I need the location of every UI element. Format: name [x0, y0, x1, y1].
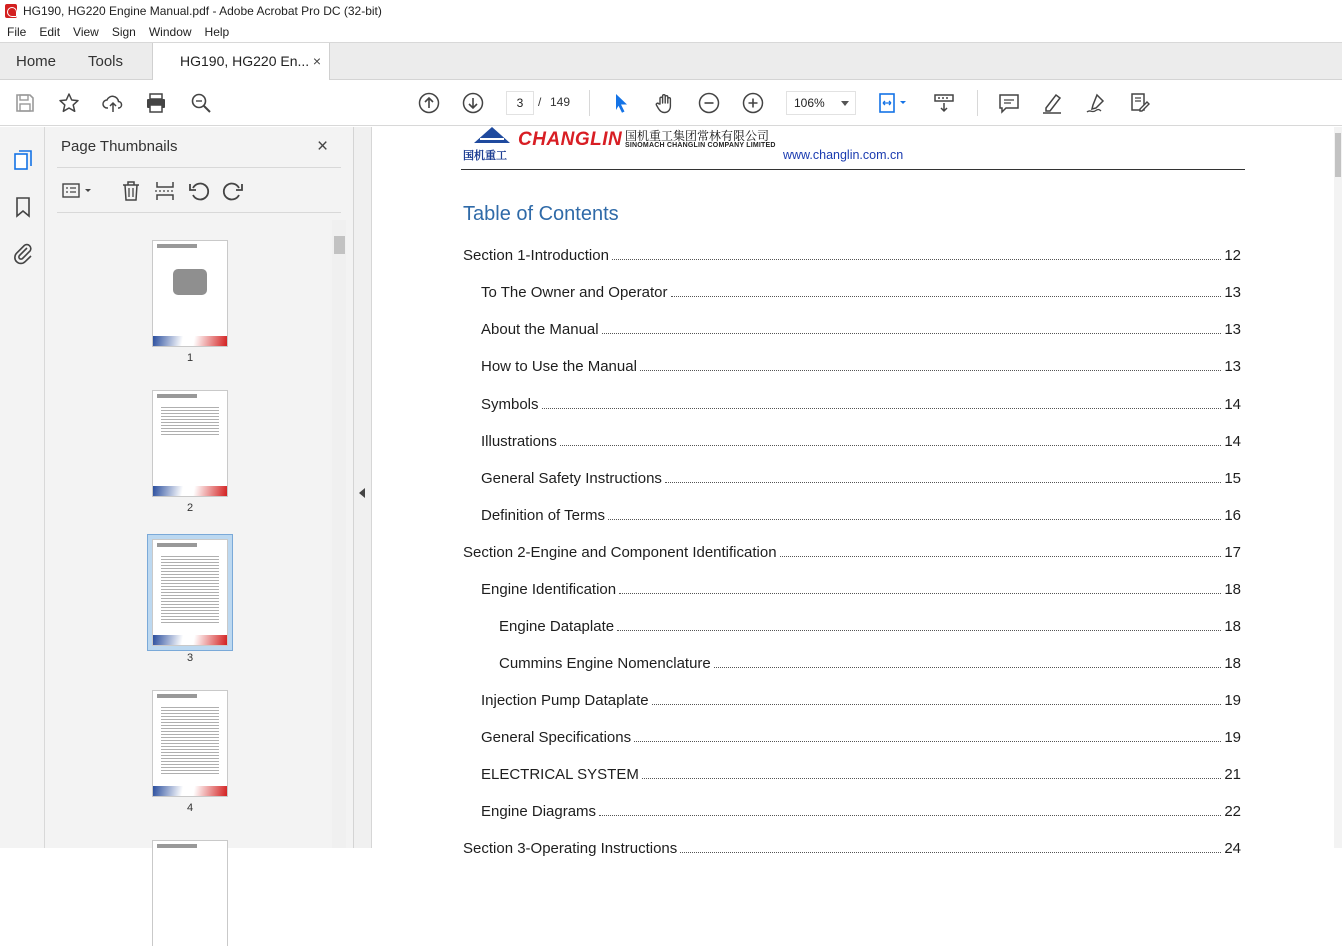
toc-entry[interactable]: General Safety Instructions 15	[481, 470, 1241, 487]
scrollbar-thumb[interactable]	[334, 236, 345, 254]
menu-bar	[0, 22, 1342, 42]
chevron-down-icon	[841, 101, 849, 106]
toc-entry[interactable]: To The Owner and Operator 13	[481, 284, 1241, 301]
toc-entry[interactable]: Injection Pump Dataplate 19	[481, 692, 1241, 709]
select-cursor-icon[interactable]	[609, 91, 633, 115]
thumbnail-footer-wave	[153, 786, 227, 796]
thumbnail-text	[161, 705, 219, 775]
tab-tools[interactable]: Tools	[88, 53, 124, 70]
toc-entry[interactable]: General Specifications 19	[481, 729, 1241, 746]
thumbnail-toolbar	[57, 167, 341, 213]
tab-bar	[0, 42, 1342, 80]
thumbnail-footer-wave	[153, 635, 227, 645]
thumbnail-label: 2	[186, 502, 194, 514]
thumbnail-label: 3	[186, 652, 194, 664]
panel-collapse-handle[interactable]	[354, 127, 372, 848]
bookmarks-icon[interactable]	[11, 195, 35, 219]
thumbnail-label: 4	[186, 802, 194, 814]
page-total: 149	[550, 95, 571, 109]
menu-help[interactable]: Help	[204, 25, 230, 39]
attachments-paperclip-icon[interactable]	[11, 241, 35, 265]
collapse-arrow-icon	[359, 488, 365, 498]
thumbnail-footer-wave	[153, 336, 227, 346]
upload-cloud-icon[interactable]	[101, 91, 125, 115]
page-thumbnail[interactable]	[153, 691, 227, 796]
thumbnail-text	[161, 554, 219, 624]
tab-home[interactable]: Home	[16, 53, 57, 70]
next-page-icon[interactable]	[461, 91, 485, 115]
thumbnail-header	[157, 244, 197, 248]
zoom-search-icon[interactable]	[189, 91, 213, 115]
toc-entry[interactable]: About the Manual 13	[481, 321, 1241, 338]
logo-chinese-name: 国机重工集团常林有限公司	[625, 129, 770, 143]
navigation-rail	[0, 127, 45, 848]
main-toolbar	[0, 80, 1342, 126]
menu-sign[interactable]: Sign	[111, 25, 136, 39]
document-view	[372, 127, 1334, 857]
page-thumbnail-selected[interactable]	[153, 540, 227, 645]
highlight-pen-icon[interactable]	[1040, 91, 1064, 115]
title-bar	[0, 0, 1342, 22]
tab-document[interactable]	[152, 43, 330, 81]
tab-close-icon[interactable]: ×	[312, 53, 321, 69]
toc-entry[interactable]: Cummins Engine Nomenclature 18	[499, 655, 1241, 672]
thumbnail-header	[157, 694, 197, 698]
comment-icon[interactable]	[997, 91, 1021, 115]
panel-title: Page Thumbnails	[61, 138, 178, 155]
thumbnail-scrollbar[interactable]	[332, 220, 346, 848]
acrobat-icon	[5, 4, 17, 18]
toc-entry[interactable]: How to Use the Manual 13	[481, 358, 1241, 375]
menu-file[interactable]: File	[7, 25, 27, 39]
toc-entry[interactable]: Section 2-Engine and Component Identification 17	[463, 544, 1241, 561]
scroll-mode-icon[interactable]	[932, 91, 956, 115]
toc-entry[interactable]: Engine Dataplate 18	[499, 618, 1241, 635]
page-thumbnails-icon[interactable]	[11, 148, 35, 172]
previous-page-icon[interactable]	[417, 91, 441, 115]
window-title: HG190, HG220 Engine Manual.pdf - Adobe Acrobat Pro DC (32-bit)	[23, 4, 382, 18]
document-scrollbar[interactable]	[1334, 127, 1342, 848]
thumbnail-footer-wave	[153, 486, 227, 496]
zoom-select[interactable]	[786, 91, 856, 115]
thumbnail-options-icon[interactable]	[61, 179, 95, 203]
fit-page-icon[interactable]	[877, 91, 911, 115]
logo-chinese-short: 国机重工	[463, 150, 507, 162]
panel-close-icon[interactable]: ×	[317, 136, 329, 157]
hand-tool-icon[interactable]	[653, 91, 677, 115]
page-thumbnail[interactable]	[153, 391, 227, 496]
toc-entry[interactable]: Section 3-Operating Instructions 24	[463, 840, 1241, 857]
redact-stamp-icon[interactable]	[1128, 91, 1152, 115]
logo-wordmark: CHANGLIN	[518, 129, 623, 150]
toolbar-divider	[977, 90, 978, 116]
toolbar-divider	[589, 90, 590, 116]
toc-entry[interactable]: Section 1-Introduction 12	[463, 247, 1241, 264]
zoom-in-icon[interactable]	[741, 91, 765, 115]
scrollbar-thumb[interactable]	[1335, 133, 1341, 177]
delete-trash-icon[interactable]	[119, 179, 143, 203]
engine-image	[173, 269, 207, 295]
toc-entry[interactable]: Illustrations 14	[481, 433, 1241, 450]
page-thumbnails-panel	[45, 127, 354, 848]
rotate-right-icon[interactable]	[221, 179, 245, 203]
logo-english-name: SINOMACH CHANGLIN COMPANY LIMITED	[625, 142, 776, 149]
save-icon[interactable]	[13, 91, 37, 115]
thumbnail-text	[161, 405, 219, 437]
thumbnail-header	[157, 394, 197, 398]
page-number-input[interactable]: 3	[506, 91, 534, 115]
menu-view[interactable]: View	[73, 25, 99, 39]
bookmark-star-icon[interactable]	[57, 91, 81, 115]
thumbnail-label: 1	[186, 352, 194, 364]
zoom-value: 106%	[794, 96, 825, 110]
sign-pen-icon[interactable]	[1084, 91, 1108, 115]
toc-entry[interactable]: Definition of Terms 16	[481, 507, 1241, 524]
toc-entry[interactable]: Symbols 14	[481, 396, 1241, 413]
page-separator: /	[538, 95, 542, 109]
thumbnail-header	[157, 844, 197, 848]
menu-edit[interactable]: Edit	[39, 25, 61, 39]
toc-entry[interactable]: Engine Diagrams 22	[481, 803, 1241, 820]
toc-entry[interactable]: Engine Identification 18	[481, 581, 1241, 598]
header-rule	[461, 169, 1245, 170]
zoom-out-icon[interactable]	[697, 91, 721, 115]
rotate-left-icon[interactable]	[187, 179, 211, 203]
menu-window[interactable]: Window	[148, 25, 192, 39]
toc-entry[interactable]: ELECTRICAL SYSTEM 21	[481, 766, 1241, 783]
toc-heading: Table of Contents	[463, 203, 619, 225]
page-thumbnail[interactable]	[153, 241, 227, 346]
thumbnail-header	[157, 543, 197, 547]
page-thumbnail[interactable]	[153, 841, 227, 946]
tab-document-label: HG190, HG220 En...	[180, 53, 310, 69]
company-url[interactable]: www.changlin.com.cn	[783, 148, 904, 162]
extract-pages-icon[interactable]	[153, 179, 177, 203]
print-icon[interactable]	[144, 91, 168, 115]
